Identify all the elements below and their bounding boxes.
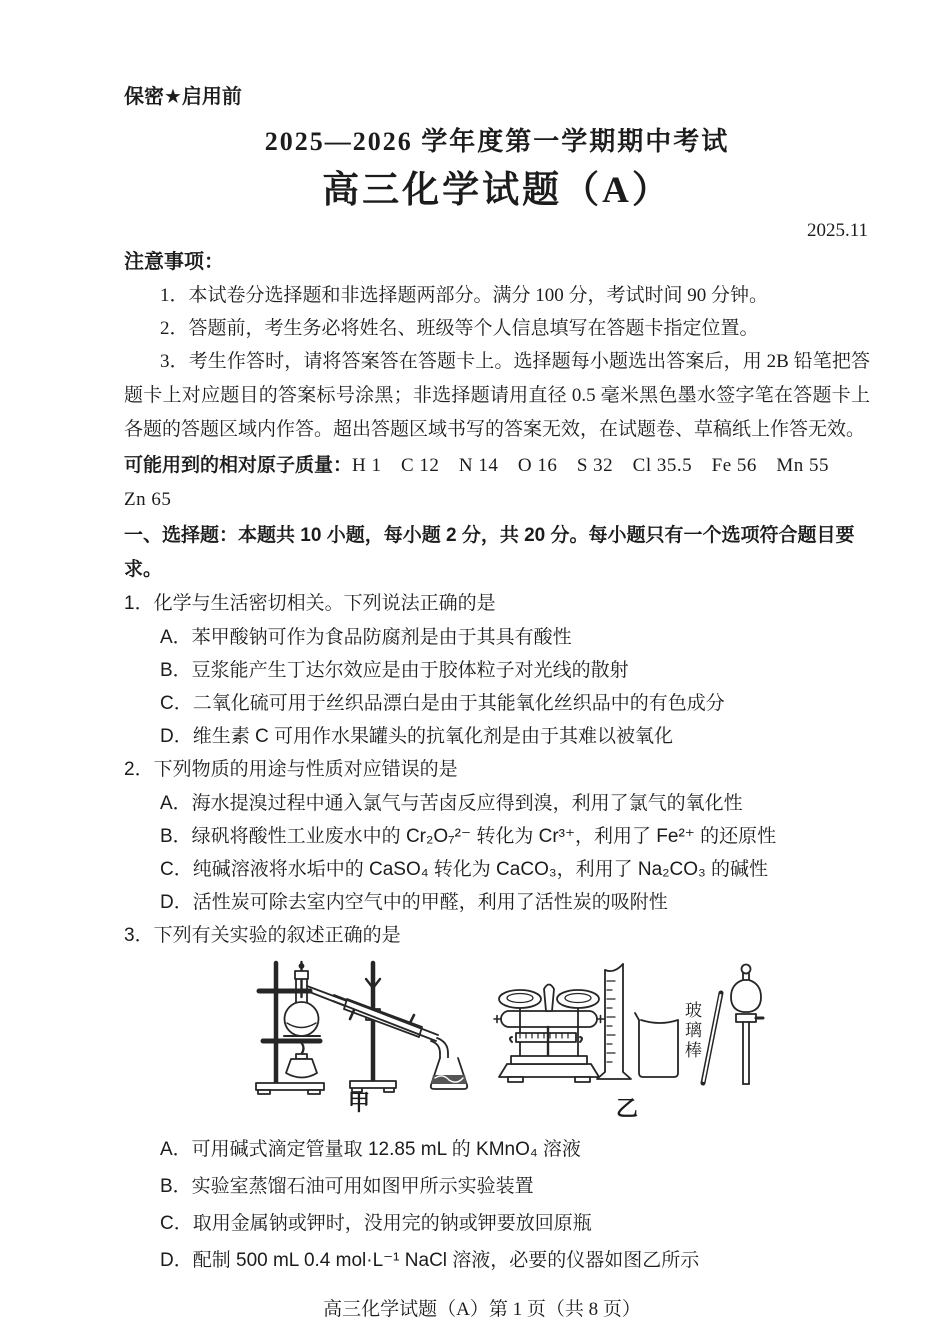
question-1-option-c: C．二氧化硫可用于丝织品漂白是由于其能氧化丝织品中的有色成分	[160, 693, 725, 714]
glass-rod-label: 玻璃棒	[682, 1001, 701, 1061]
notice-item-1: 1．本试卷分选择题和非选择题两部分。满分 100 分，考试时间 90 分钟。	[160, 285, 769, 306]
notice-item-3: 3．考生作答时，请将答案答在答题卡上。选择题每小题选出答案后，用 2B 铅笔把答题卡上对应题目的答案标号涂黑；非选择题请用直径 0.5 毫米黑色墨水签字笔在答题卡上各题的答题区域内作答。超出答题区域书写的答案无效，在试题卷、草稿纸上作答无效。	[124, 351, 870, 440]
atomic-mass-values: H 1 C 12 N 14 O 16 S 32 Cl 35.5 Fe 56 Mn 55 Zn 65	[124, 455, 849, 510]
notice-heading: 注意事项：	[124, 251, 224, 273]
question-3-stem: 3．下列有关实验的叙述正确的是	[124, 925, 401, 946]
question-3-option-c: C．取用金属钠或钾时，没用完的钠或钾要放回原瓶	[160, 1213, 592, 1234]
atomic-mass-line	[124, 449, 870, 517]
condenser	[333, 995, 438, 1041]
question-2-option-c: C．纯碱溶液将水垢中的 CaSO₄ 转化为 CaCO₃，利用了 Na₂CO₃ 的碱性	[160, 859, 769, 880]
receiving-conical-flask	[431, 1038, 467, 1089]
exam-session-title: 2025—2026 学年度第一学期期中考试	[264, 127, 730, 156]
graduated-cylinder	[597, 964, 631, 1079]
section-heading: 一、选择题：本题共 10 小题，每小题 2 分，共 20 分。每小题只有一个选项符合题目要求。	[124, 525, 855, 580]
apparatus-figure	[254, 957, 814, 1129]
question-1	[124, 587, 870, 753]
figure-label-jia: 甲	[348, 1090, 371, 1115]
question-3-option-b: B．实验室蒸馏石油可用如图甲所示实验装置	[160, 1176, 534, 1197]
beaker	[635, 1013, 678, 1077]
security-notice: 保密★启用前	[124, 86, 242, 108]
question-2-option-b: B．绿矾将酸性工业废水中的 Cr₂O₇²⁻ 转化为 Cr³⁺，利用了 Fe²⁺ 的还原性	[160, 826, 777, 847]
question-1-option-b: B．豆浆能产生丁达尔效应是由于胶体粒子对光线的散射	[160, 660, 629, 681]
atomic-mass-label: 可能用到的相对原子质量：	[124, 455, 353, 476]
question-3-option-a: A．可用碱式滴定管量取 12.85 mL 的 KMnO₄ 溶液	[160, 1139, 581, 1160]
apparatus-drawing	[254, 957, 814, 1129]
question-2-option-d: D．活性炭可除去室内空气中的甲醛，利用了活性炭的吸附性	[160, 892, 668, 913]
platform-balance	[494, 985, 604, 1083]
question-3	[124, 919, 870, 1279]
glass-rod	[703, 993, 721, 1083]
question-1-stem: 1．化学与生活密切相关。下列说法正确的是	[124, 593, 496, 614]
question-3-option-d: D．配制 500 mL 0.4 mol·L⁻¹ NaCl 溶液，必要的仪器如图乙所示	[160, 1250, 700, 1271]
distilling-flask	[285, 971, 356, 1036]
question-2-stem: 2．下列物质的用途与性质对应错误的是	[124, 759, 458, 780]
notice-item-2: 2．答题前，考生务必将姓名、班级等个人信息填写在答题卡指定位置。	[160, 318, 759, 339]
question-1-option-a: A．苯甲酸钠可作为食品防腐剂是由于其具有酸性	[160, 627, 572, 648]
alcohol-lamp	[286, 1043, 317, 1078]
iron-stand-right	[350, 963, 396, 1092]
question-1-option-d: D．维生素 C 可用作水果罐头的抗氧化剂是由于其难以被氧化	[160, 726, 674, 747]
figure-label-yi: 乙	[616, 1096, 639, 1121]
page-footer: 高三化学试题（A）第 1 页（共 8 页）	[323, 1299, 641, 1320]
exam-date: 2025.11	[806, 220, 868, 241]
page-title: 高三化学试题（A）	[322, 170, 672, 211]
dropper-funnel	[731, 965, 763, 1085]
question-2-option-a: A．海水提溴过程中通入氯气与苦卤反应得到溴，利用了氯气的氧化性	[160, 793, 743, 814]
question-2	[124, 753, 870, 919]
